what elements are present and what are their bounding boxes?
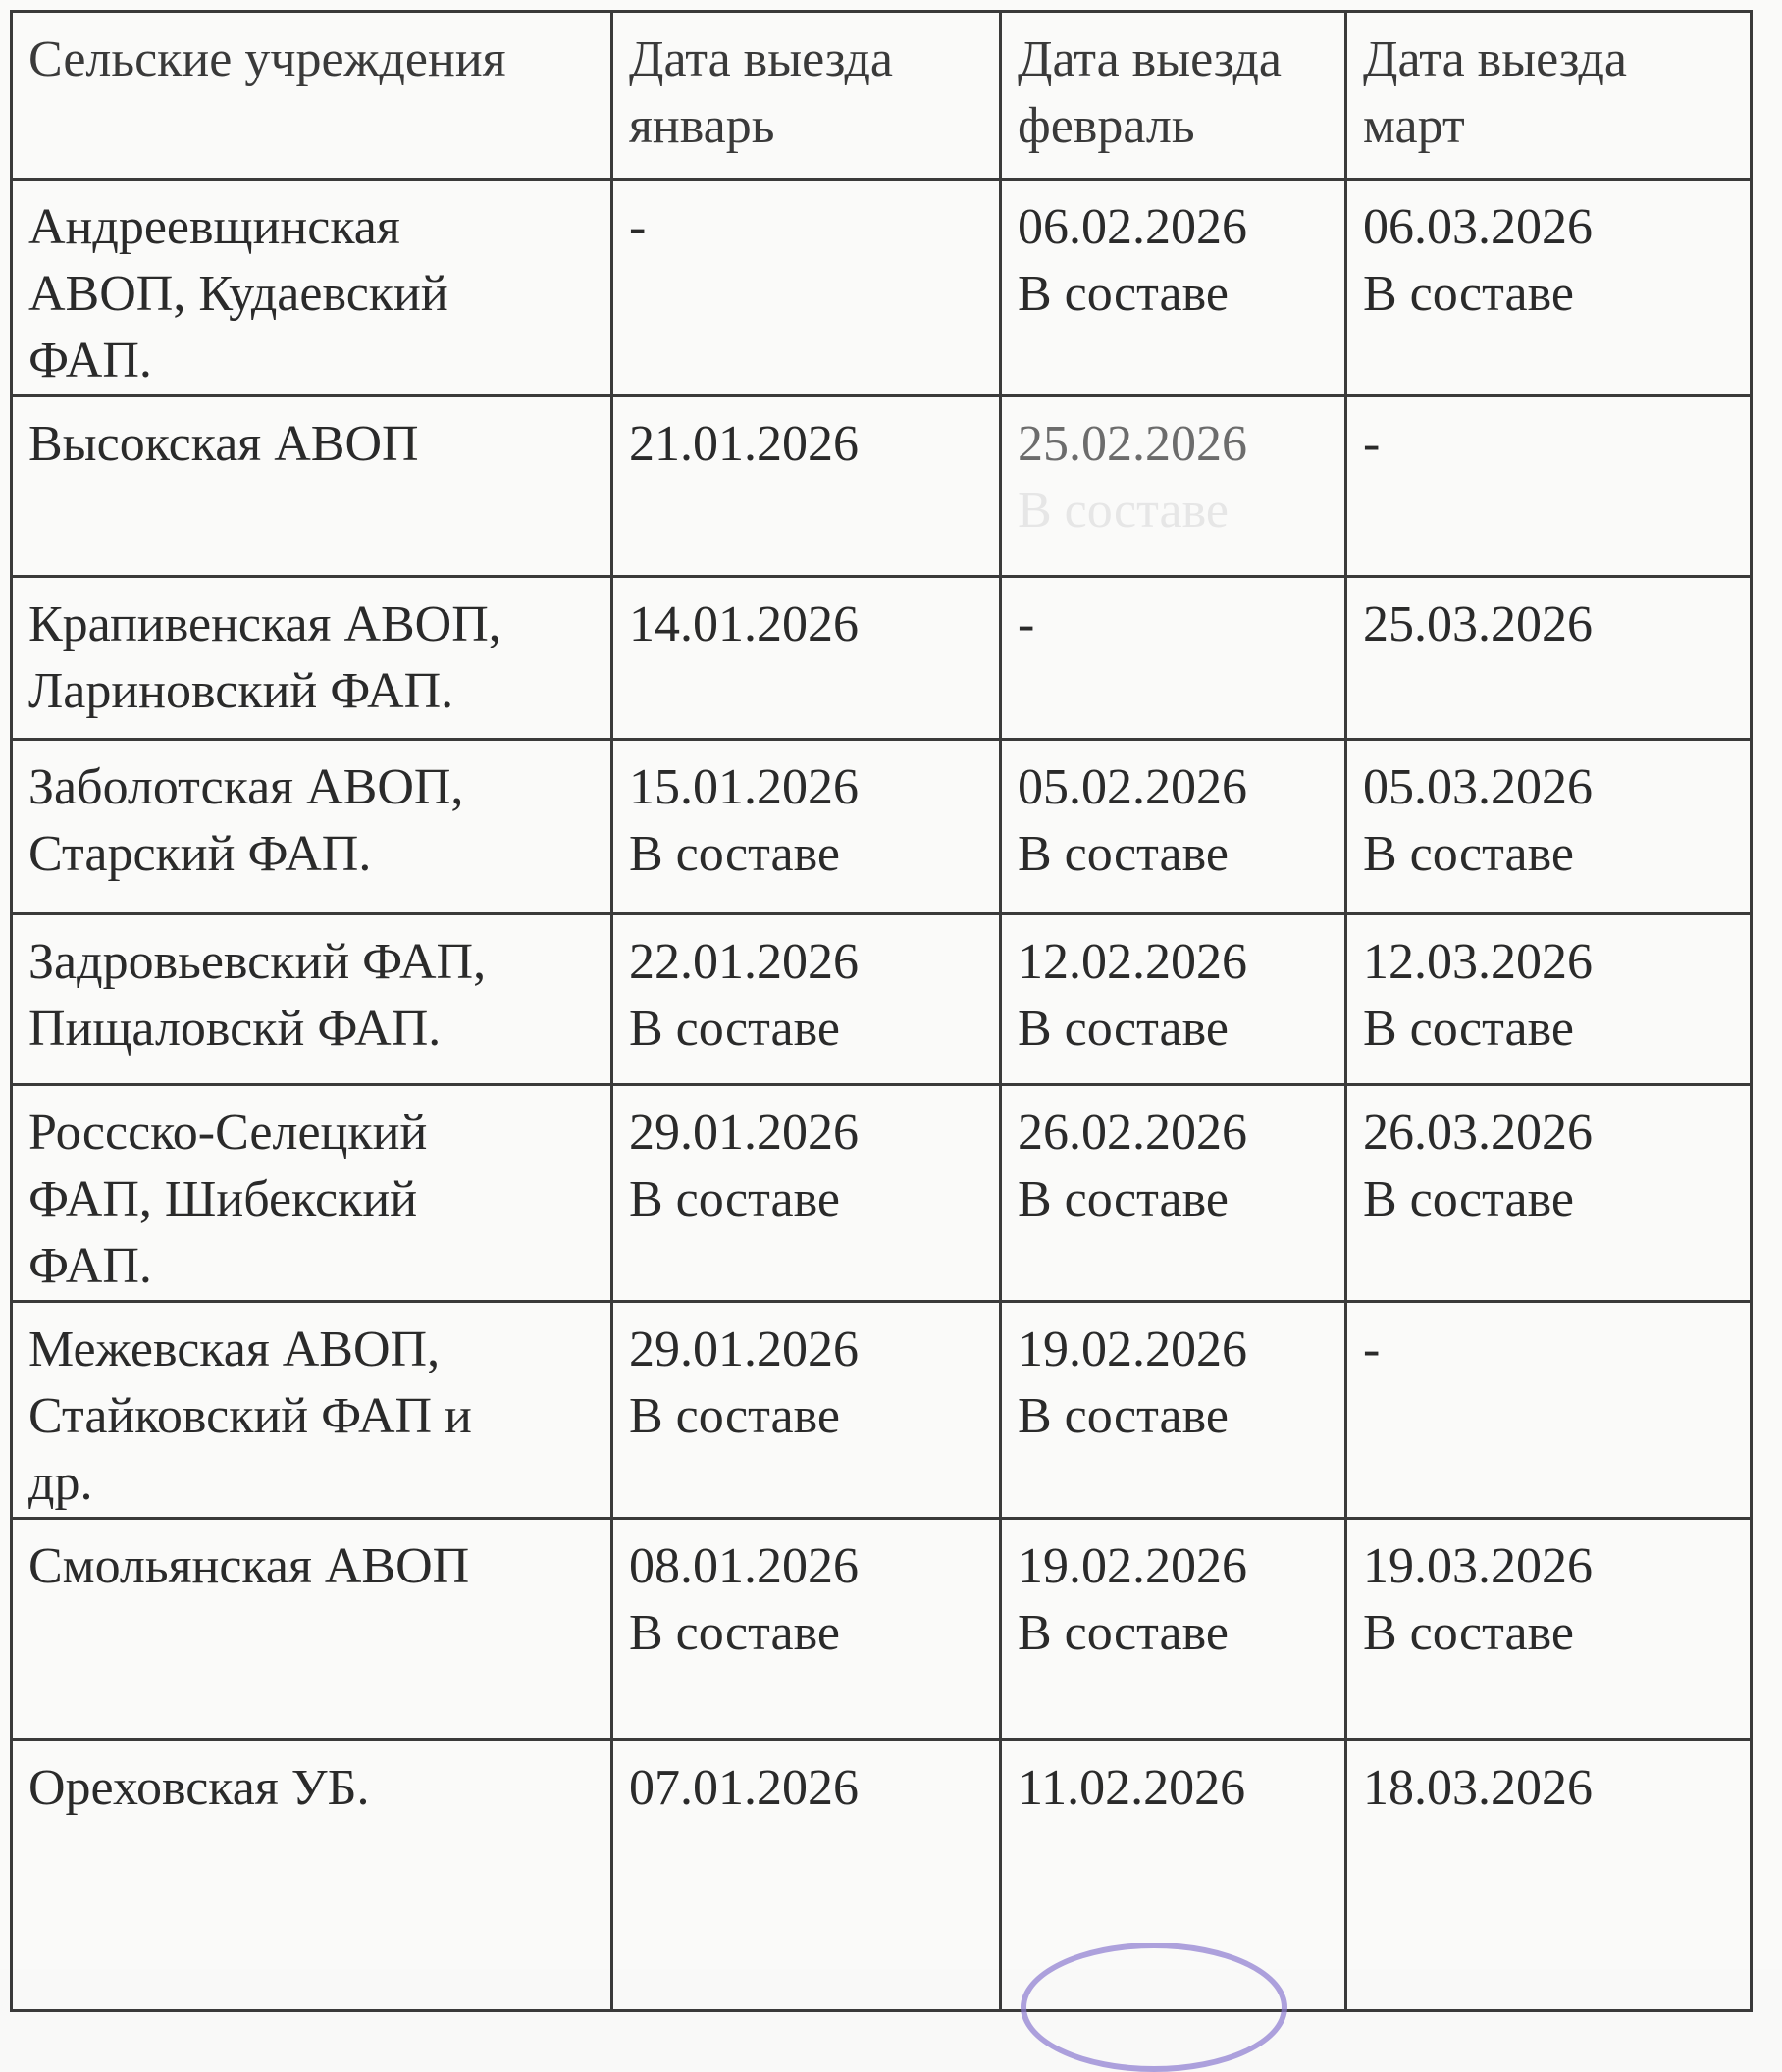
institution-cell: Крапивенская АВОП, Лариновский ФАП. bbox=[12, 577, 612, 740]
january-cell: 15.01.2026 В составе bbox=[612, 740, 1001, 914]
table-row bbox=[12, 1085, 1752, 1302]
january-cell: 21.01.2026 bbox=[612, 396, 1001, 577]
header-january: Дата выезда январь bbox=[612, 12, 1001, 180]
february-cell: 05.02.2026 В составе bbox=[1001, 740, 1346, 914]
january-cell: 29.01.2026 В составе bbox=[612, 1302, 1001, 1519]
february-cell: 19.02.2026 В составе bbox=[1001, 1519, 1346, 1740]
march-cell: 25.03.2026 bbox=[1346, 577, 1752, 740]
schedule-table bbox=[10, 10, 1753, 2012]
table-row bbox=[12, 914, 1752, 1085]
table-row bbox=[12, 1519, 1752, 1740]
official-stamp bbox=[1021, 1942, 1287, 2072]
table-row bbox=[12, 577, 1752, 740]
february-cell: 19.02.2026 В составе bbox=[1001, 1302, 1346, 1519]
institution-cell: Смольянская АВОП bbox=[12, 1519, 612, 1740]
february-cell: - bbox=[1001, 577, 1346, 740]
january-cell: 07.01.2026 bbox=[612, 1740, 1001, 2011]
institution-cell: Россско-Селецкий ФАП, Шибекский ФАП. bbox=[12, 1085, 612, 1302]
institution-cell: Межевская АВОП, Стайковский ФАП и др. bbox=[12, 1302, 612, 1519]
march-cell: 26.03.2026 В составе bbox=[1346, 1085, 1752, 1302]
february-cell: 11.02.2026 bbox=[1001, 1740, 1346, 2011]
table-row bbox=[12, 180, 1752, 396]
january-cell: 29.01.2026 В составе bbox=[612, 1085, 1001, 1302]
february-cell: 12.02.2026 В составе bbox=[1001, 914, 1346, 1085]
table-row bbox=[12, 396, 1752, 577]
table-row bbox=[12, 740, 1752, 914]
february-cell: 25.02.2026 В составе bbox=[1001, 396, 1346, 577]
january-cell: 08.01.2026 В составе bbox=[612, 1519, 1001, 1740]
institution-cell: Задровьевский ФАП, Пищаловскй ФАП. bbox=[12, 914, 612, 1085]
header-march: Дата выезда март bbox=[1346, 12, 1752, 180]
table-row bbox=[12, 1302, 1752, 1519]
february-cell: 26.02.2026 В составе bbox=[1001, 1085, 1346, 1302]
january-cell: 22.01.2026 В составе bbox=[612, 914, 1001, 1085]
january-cell: 14.01.2026 bbox=[612, 577, 1001, 740]
january-cell: - bbox=[612, 180, 1001, 396]
march-cell: 06.03.2026 В составе bbox=[1346, 180, 1752, 396]
institution-cell: Заболотская АВОП, Старский ФАП. bbox=[12, 740, 612, 914]
february-cell: 06.02.2026 В составе bbox=[1001, 180, 1346, 396]
header-institutions: Сельские учреждения bbox=[12, 12, 612, 180]
table-row bbox=[12, 1740, 1752, 2011]
march-cell: 19.03.2026 В составе bbox=[1346, 1519, 1752, 1740]
march-cell: 12.03.2026 В составе bbox=[1346, 914, 1752, 1085]
institution-cell: Ореховская УБ. bbox=[12, 1740, 612, 2011]
header-february: Дата выезда февраль bbox=[1001, 12, 1346, 180]
march-cell: - bbox=[1346, 1302, 1752, 1519]
march-cell: - bbox=[1346, 396, 1752, 577]
march-cell: 05.03.2026 В составе bbox=[1346, 740, 1752, 914]
institution-cell: Андреевщинская АВОП, Кудаевский ФАП. bbox=[12, 180, 612, 396]
march-cell: 18.03.2026 bbox=[1346, 1740, 1752, 2011]
table-header-row bbox=[12, 12, 1752, 180]
institution-cell: Высокская АВОП bbox=[12, 396, 612, 577]
